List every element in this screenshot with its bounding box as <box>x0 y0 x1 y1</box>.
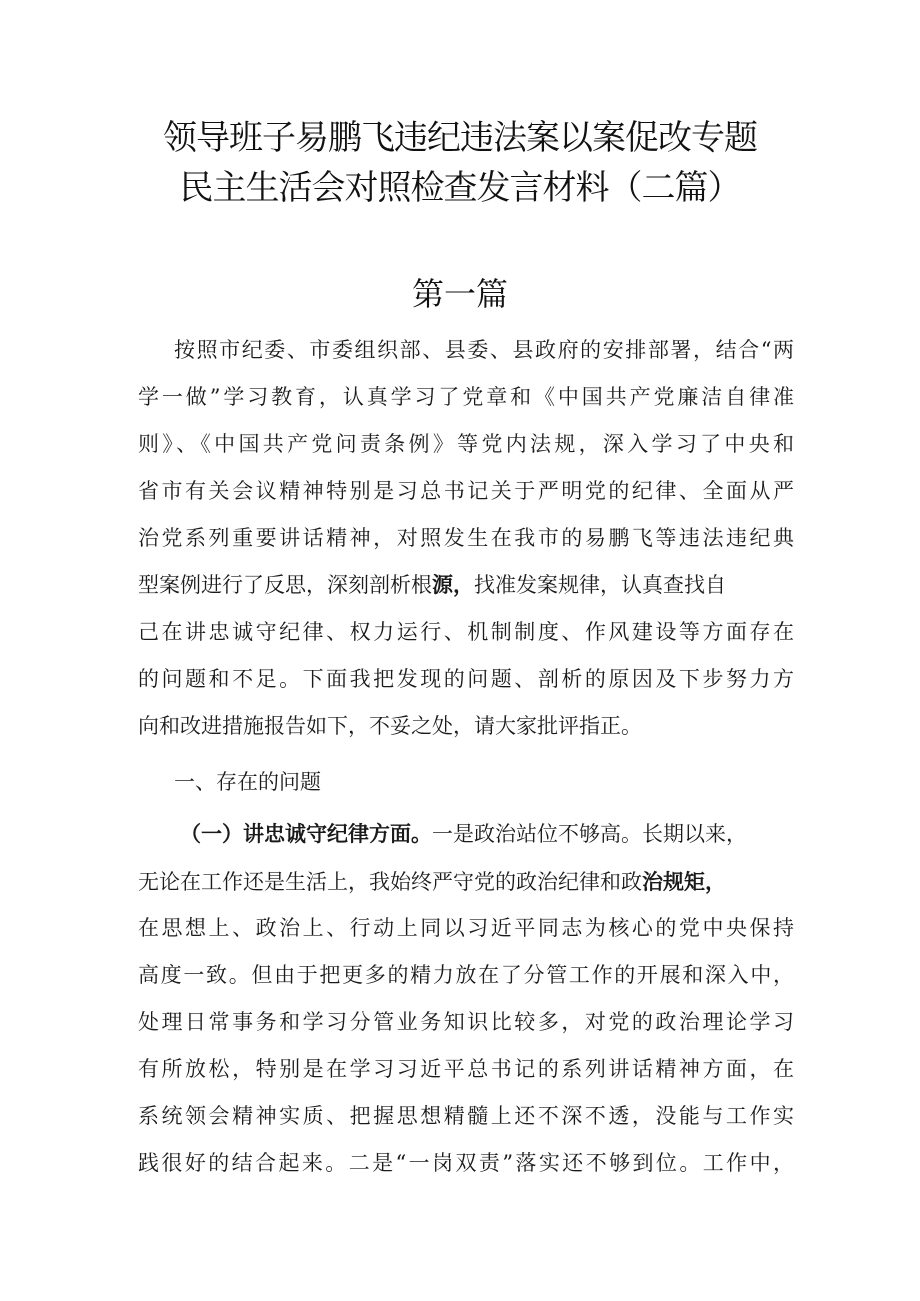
paragraph-2-line: 高度一致。但由于把更多的精力放在了分管工作的开展和深入中， <box>138 963 794 987</box>
paragraph-2-text: 一是政治站位不够高。长期以来， <box>432 822 747 846</box>
paragraph-1-line: 则》、《中国共产党问责条例》等党内法规，深入学习了中央和 <box>138 432 794 456</box>
paragraph-1-line: 向和改进措施报告如下，不妥之处，请大家批评指正。 <box>138 714 642 738</box>
paragraph-1-line: 己在讲忠诚守纪律、权力运行、机制制度、作风建设等方面存在 <box>138 620 794 644</box>
heading-existing-problems: 一、存在的问题 <box>174 770 321 794</box>
paragraph-1-line: 省市有关会议精神特别是习总书记关于严明党的纪律、全面从严 <box>138 479 794 503</box>
paragraph-2-line: 处理日常事务和学习分管业务知识比较多，对党的政治理论学习 <box>138 1010 794 1034</box>
document-title-line-2: 民主生活会对照检查发言材料（二篇） <box>179 168 741 208</box>
paragraph-2-line <box>180 818 794 848</box>
paragraph-2-line: 在思想上、政治上、行动上同以习近平同志为核心的党中央保持 <box>138 916 794 940</box>
paragraph-1-line: 按照市纪委、市委组织部、县委、县政府的安排部署，结合“两 <box>174 338 794 362</box>
paragraph-2-line: 践很好的结合起来。二是“一岗双责”落实还不够到位。工作中， <box>138 1151 794 1175</box>
paragraph-2-line <box>138 866 726 896</box>
paragraph-1-line: 学一做”学习教育，认真学习了党章和《中国共产党廉洁自律准 <box>138 385 794 409</box>
paragraph-1-text: 找准发案规律，认真查找自 <box>474 573 726 597</box>
paragraph-1-line: 的问题和不足。下面我把发现的问题、剖析的原因及下步努力方 <box>138 667 794 691</box>
paragraph-2-bold-lead: （一）讲忠诚守纪律方面。 <box>180 821 432 846</box>
section-heading: 第一篇 <box>411 275 508 313</box>
paragraph-1-line-segment <box>138 569 726 599</box>
document-title-line-1: 领导班子易鹏飞违纪违法案以案促改专题 <box>163 118 757 158</box>
paragraph-2-bold-text: 治规矩， <box>642 869 726 894</box>
paragraph-1-line: 治党系列重要讲话精神，对照发生在我市的易鹏飞等违法违纪典 <box>138 526 794 550</box>
paragraph-2-line: 系统领会精神实质、把握思想精髓上还不深不透，没能与工作实 <box>138 1104 794 1128</box>
paragraph-1-bold-text: 源， <box>432 572 474 597</box>
paragraph-2-text: 无论在工作还是生活上，我始终严守党的政治纪律和政 <box>138 870 642 894</box>
paragraph-1-text: 型案例进行了反思，深刻剖析根 <box>138 573 432 597</box>
paragraph-2-line: 有所放松，特别是在学习习近平总书记的系列讲话精神方面，在 <box>138 1057 794 1081</box>
